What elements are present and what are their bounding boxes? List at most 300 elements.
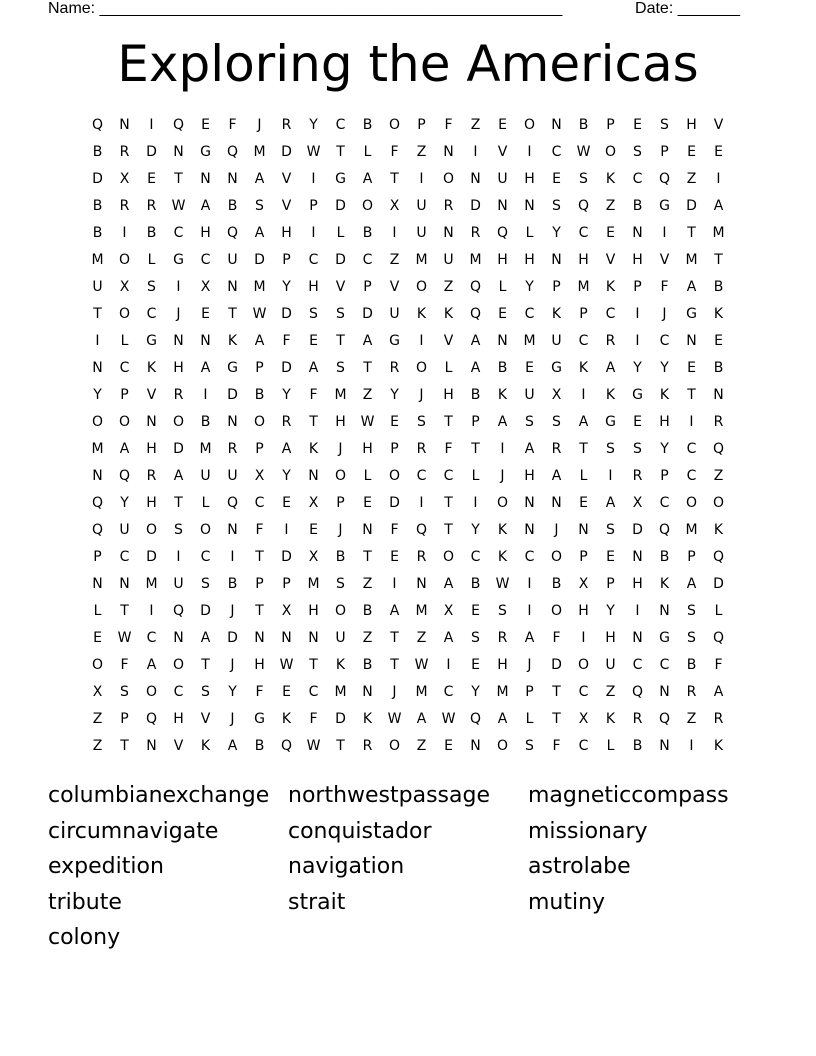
grid-cell: D: [227, 630, 238, 646]
grid-cell: K: [713, 306, 724, 322]
grid-cell: K: [659, 387, 670, 403]
grid-cell: I: [500, 441, 505, 457]
grid-cell: J: [257, 117, 262, 133]
grid-cell: S: [687, 630, 696, 646]
grid-cell: X: [578, 711, 589, 727]
grid-cell: Y: [390, 387, 399, 403]
grid-cell: W: [495, 576, 510, 592]
grid-cell: L: [147, 252, 156, 268]
word-list-item: strait: [288, 889, 346, 915]
grid-cell: C: [146, 306, 157, 322]
grid-cell: I: [95, 333, 100, 349]
grid-cell: H: [173, 711, 184, 727]
grid-cell: N: [362, 522, 373, 538]
grid-cell: H: [578, 603, 589, 619]
grid-cell: A: [713, 684, 724, 700]
grid-cell: D: [362, 306, 373, 322]
grid-cell: K: [281, 711, 292, 727]
grid-cell: M: [91, 252, 104, 268]
grid-cell: P: [579, 549, 588, 565]
grid-cell: J: [338, 522, 343, 538]
grid-cell: B: [92, 225, 103, 241]
grid-cell: N: [686, 333, 697, 349]
grid-cell: B: [362, 657, 373, 673]
grid-cell: A: [470, 333, 481, 349]
grid-row: [84, 544, 732, 571]
grid-cell: G: [605, 414, 616, 430]
grid-cell: I: [473, 495, 478, 511]
grid-cell: I: [419, 495, 424, 511]
grid-row: [84, 436, 732, 463]
grid-cell: C: [308, 684, 319, 700]
grid-cell: Q: [91, 522, 104, 538]
grid-cell: G: [632, 387, 643, 403]
grid-cell: H: [173, 360, 184, 376]
grid-cell: I: [392, 576, 397, 592]
grid-cell: Q: [577, 198, 590, 214]
grid-cell: N: [173, 333, 184, 349]
grid-cell: O: [91, 657, 104, 673]
grid-cell: V: [713, 117, 724, 133]
grid-cell: D: [335, 252, 346, 268]
grid-cell: U: [416, 225, 427, 241]
grid-cell: C: [632, 657, 643, 673]
grid-cell: B: [713, 360, 724, 376]
grid-cell: I: [176, 279, 181, 295]
grid-cell: V: [173, 738, 184, 754]
grid-cell: O: [334, 468, 347, 484]
grid-cell: N: [92, 576, 103, 592]
grid-cell: H: [632, 576, 643, 592]
word-list-column: [528, 778, 768, 920]
grid-cell: L: [714, 603, 723, 619]
word-list-item: conquistador: [288, 818, 432, 844]
grid-cell: U: [443, 252, 454, 268]
grid-cell: M: [469, 252, 482, 268]
date-field: Date: _______: [635, 0, 740, 17]
grid-cell: Q: [469, 711, 482, 727]
grid-cell: E: [633, 117, 642, 133]
grid-cell: Y: [228, 684, 237, 700]
grid-cell: F: [552, 630, 561, 646]
grid-cell: D: [551, 657, 562, 673]
grid-cell: G: [659, 630, 670, 646]
grid-cell: E: [606, 225, 615, 241]
grid-cell: A: [605, 360, 616, 376]
grid-row: [84, 247, 732, 274]
grid-cell: I: [608, 468, 613, 484]
grid-cell: E: [390, 414, 399, 430]
grid-row: [84, 517, 732, 544]
grid-cell: L: [363, 468, 372, 484]
grid-cell: Q: [172, 603, 185, 619]
grid-cell: W: [441, 711, 456, 727]
grid-cell: K: [308, 441, 319, 457]
grid-cell: G: [335, 171, 346, 187]
grid-cell: A: [443, 576, 454, 592]
grid-cell: N: [551, 117, 562, 133]
grid-cell: J: [230, 657, 235, 673]
grid-cell: O: [361, 198, 374, 214]
grid-cell: K: [497, 387, 508, 403]
grid-cell: R: [443, 198, 454, 214]
grid-cell: K: [416, 306, 427, 322]
grid-cell: M: [145, 576, 158, 592]
grid-cell: R: [497, 630, 508, 646]
grid-cell: U: [200, 468, 211, 484]
grid-cell: D: [713, 576, 724, 592]
grid-cell: F: [444, 441, 453, 457]
grid-cell: C: [470, 549, 481, 565]
grid-cell: O: [550, 549, 563, 565]
grid-row: [84, 679, 732, 706]
grid-row: [84, 220, 732, 247]
grid-cell: I: [635, 603, 640, 619]
grid-cell: P: [417, 117, 426, 133]
grid-cell: H: [443, 387, 454, 403]
grid-cell: F: [309, 387, 318, 403]
grid-row: [84, 571, 732, 598]
grid-cell: H: [578, 252, 589, 268]
grid-cell: E: [498, 306, 507, 322]
grid-cell: R: [686, 684, 697, 700]
grid-cell: U: [227, 468, 238, 484]
grid-cell: N: [254, 630, 265, 646]
grid-cell: A: [254, 171, 265, 187]
grid-cell: H: [605, 630, 616, 646]
grid-row: [84, 706, 732, 733]
grid-row: [84, 355, 732, 382]
grid-cell: I: [635, 333, 640, 349]
grid-cell: N: [281, 630, 292, 646]
name-field: Name: ____________________________________________________: [48, 0, 563, 17]
grid-cell: B: [632, 198, 643, 214]
grid-cell: Q: [226, 144, 239, 160]
grid-cell: I: [527, 576, 532, 592]
word-list-item: missionary: [528, 818, 648, 844]
grid-cell: C: [200, 252, 211, 268]
grid-cell: H: [659, 414, 670, 430]
grid-cell: S: [336, 306, 345, 322]
grid-cell: E: [201, 306, 210, 322]
grid-cell: P: [309, 198, 318, 214]
grid-cell: T: [471, 441, 480, 457]
grid-cell: N: [443, 144, 454, 160]
word-list-column: [48, 778, 288, 956]
grid-cell: M: [712, 225, 725, 241]
grid-cell: W: [387, 711, 402, 727]
grid-cell: N: [551, 495, 562, 511]
grid-cell: Y: [525, 279, 534, 295]
grid-cell: G: [227, 360, 238, 376]
grid-cell: C: [254, 495, 265, 511]
grid-cell: U: [551, 333, 562, 349]
grid-row: [84, 463, 732, 490]
grid-cell: A: [605, 495, 616, 511]
grid-cell: Y: [282, 387, 291, 403]
grid-cell: A: [281, 441, 292, 457]
grid-cell: Q: [712, 549, 725, 565]
grid-cell: D: [632, 522, 643, 538]
grid-cell: K: [551, 306, 562, 322]
grid-cell: D: [146, 549, 157, 565]
grid-cell: E: [606, 549, 615, 565]
grid-cell: N: [632, 630, 643, 646]
grid-cell: D: [389, 495, 400, 511]
grid-cell: A: [200, 198, 211, 214]
grid-cell: S: [525, 738, 534, 754]
word-list-item: columbianexchange: [48, 783, 270, 808]
grid-cell: V: [200, 711, 211, 727]
word-list-column: [288, 778, 528, 920]
grid-cell: B: [92, 198, 103, 214]
grid-cell: F: [255, 684, 264, 700]
grid-cell: P: [255, 441, 264, 457]
grid-cell: K: [605, 171, 616, 187]
grid-cell: F: [228, 117, 237, 133]
grid-cell: Y: [606, 603, 615, 619]
grid-cell: R: [713, 711, 724, 727]
grid-cell: F: [120, 657, 129, 673]
grid-cell: N: [308, 630, 319, 646]
grid-cell: E: [282, 684, 291, 700]
grid-cell: T: [444, 522, 453, 538]
grid-cell: K: [146, 360, 157, 376]
grid-cell: X: [551, 387, 562, 403]
grid-cell: R: [119, 198, 130, 214]
grid-cell: K: [713, 522, 724, 538]
grid-cell: S: [498, 603, 507, 619]
grid-cell: W: [252, 306, 267, 322]
grid-cell: A: [524, 441, 535, 457]
grid-cell: G: [173, 252, 184, 268]
grid-cell: S: [633, 144, 642, 160]
grid-cell: O: [172, 414, 185, 430]
grid-cell: W: [279, 657, 294, 673]
grid-cell: M: [253, 144, 266, 160]
grid-cell: R: [146, 468, 157, 484]
grid-cell: Z: [470, 117, 481, 133]
grid-cell: E: [147, 171, 156, 187]
grid-cell: S: [147, 279, 156, 295]
grid-cell: I: [176, 549, 181, 565]
grid-cell: O: [118, 306, 131, 322]
grid-cell: E: [552, 171, 561, 187]
grid-cell: I: [419, 333, 424, 349]
grid-cell: Y: [282, 468, 291, 484]
grid-cell: K: [200, 738, 211, 754]
grid-cell: X: [308, 549, 319, 565]
grid-cell: A: [443, 630, 454, 646]
grid-cell: W: [306, 738, 321, 754]
grid-cell: C: [686, 468, 697, 484]
grid-cell: E: [471, 603, 480, 619]
grid-cell: I: [203, 387, 208, 403]
grid-cell: L: [93, 603, 102, 619]
grid-cell: P: [579, 306, 588, 322]
grid-cell: O: [415, 279, 428, 295]
grid-cell: T: [201, 657, 210, 673]
grid-cell: T: [390, 630, 399, 646]
grid-cell: L: [471, 468, 480, 484]
grid-cell: K: [362, 711, 373, 727]
page-title: Exploring the Americas: [117, 35, 699, 93]
grid-cell: T: [552, 711, 561, 727]
word-list-item: magneticcompass: [528, 783, 729, 808]
grid-row: [84, 166, 732, 193]
grid-cell: N: [578, 522, 589, 538]
grid-cell: M: [199, 441, 212, 457]
grid-cell: D: [335, 198, 346, 214]
grid-cell: E: [471, 657, 480, 673]
grid-cell: I: [446, 657, 451, 673]
word-list-item: northwestpassage: [288, 783, 490, 808]
grid-cell: O: [145, 522, 158, 538]
grid-cell: J: [392, 684, 397, 700]
grid-cell: C: [308, 252, 319, 268]
grid-cell: N: [416, 576, 427, 592]
grid-cell: B: [470, 576, 481, 592]
grid-cell: U: [497, 171, 508, 187]
grid-cell: D: [686, 198, 697, 214]
grid-cell: N: [632, 225, 643, 241]
grid-cell: M: [685, 252, 698, 268]
grid-cell: E: [93, 630, 102, 646]
grid-cell: F: [390, 522, 399, 538]
grid-cell: O: [442, 171, 455, 187]
grid-cell: D: [92, 171, 103, 187]
grid-cell: G: [659, 198, 670, 214]
grid-cell: B: [146, 225, 157, 241]
grid-cell: P: [282, 576, 291, 592]
grid-cell: L: [498, 279, 507, 295]
grid-cell: Q: [415, 522, 428, 538]
grid-cell: U: [389, 306, 400, 322]
grid-cell: N: [200, 333, 211, 349]
grid-cell: S: [120, 684, 129, 700]
grid-row: [84, 652, 732, 679]
grid-cell: Q: [469, 306, 482, 322]
grid-cell: R: [281, 414, 292, 430]
grid-cell: T: [120, 603, 129, 619]
grid-cell: A: [686, 576, 697, 592]
word-list-item: mutiny: [528, 889, 606, 915]
grid-cell: V: [659, 252, 670, 268]
grid-cell: O: [442, 549, 455, 565]
grid-cell: E: [363, 495, 372, 511]
word-list-item: expedition: [48, 854, 164, 879]
grid-cell: J: [419, 387, 424, 403]
grid-cell: N: [659, 603, 670, 619]
grid-cell: E: [201, 117, 210, 133]
grid-cell: U: [605, 657, 616, 673]
grid-cell: S: [687, 603, 696, 619]
grid-row: [84, 733, 732, 760]
grid-cell: C: [119, 360, 130, 376]
grid-cell: I: [635, 306, 640, 322]
grid-cell: Q: [496, 225, 509, 241]
grid-cell: F: [714, 657, 723, 673]
grid-cell: L: [201, 495, 210, 511]
grid-cell: G: [146, 333, 157, 349]
grid-cell: M: [253, 279, 266, 295]
grid-cell: R: [119, 144, 130, 160]
grid-cell: A: [497, 711, 508, 727]
grid-row: [84, 112, 732, 139]
grid-row: [84, 490, 732, 517]
grid-cell: I: [230, 549, 235, 565]
grid-cell: A: [362, 333, 373, 349]
grid-cell: P: [633, 279, 642, 295]
grid-cell: P: [606, 117, 615, 133]
grid-cell: R: [173, 387, 184, 403]
grid-cell: Q: [712, 630, 725, 646]
grid-cell: I: [689, 738, 694, 754]
grid-cell: K: [605, 387, 616, 403]
grid-cell: C: [173, 684, 184, 700]
letter-grid: [84, 112, 732, 760]
grid-cell: N: [227, 279, 238, 295]
grid-cell: O: [253, 414, 266, 430]
grid-cell: V: [335, 279, 346, 295]
grid-cell: C: [686, 441, 697, 457]
grid-cell: N: [497, 198, 508, 214]
grid-cell: D: [281, 360, 292, 376]
grid-cell: J: [230, 711, 235, 727]
grid-cell: A: [416, 711, 427, 727]
grid-cell: Q: [226, 495, 239, 511]
grid-cell: Z: [443, 279, 454, 295]
grid-cell: D: [173, 441, 184, 457]
grid-cell: I: [419, 171, 424, 187]
grid-cell: A: [146, 657, 157, 673]
grid-cell: T: [93, 306, 102, 322]
grid-cell: E: [525, 360, 534, 376]
grid-cell: W: [414, 657, 429, 673]
grid-cell: O: [496, 738, 509, 754]
grid-cell: X: [281, 603, 292, 619]
grid-cell: N: [173, 630, 184, 646]
grid-cell: J: [338, 441, 343, 457]
grid-cell: L: [525, 225, 534, 241]
grid-cell: U: [173, 576, 184, 592]
grid-cell: N: [470, 738, 481, 754]
grid-cell: D: [281, 549, 292, 565]
grid-cell: G: [254, 711, 265, 727]
grid-cell: O: [496, 495, 509, 511]
grid-cell: S: [201, 576, 210, 592]
grid-cell: M: [334, 387, 347, 403]
grid-cell: T: [579, 441, 588, 457]
grid-cell: V: [605, 252, 616, 268]
grid-cell: H: [524, 468, 535, 484]
grid-cell: N: [146, 414, 157, 430]
grid-cell: N: [362, 684, 373, 700]
grid-cell: R: [281, 117, 292, 133]
grid-cell: O: [334, 603, 347, 619]
grid-cell: T: [309, 657, 318, 673]
grid-cell: C: [632, 171, 643, 187]
grid-cell: B: [362, 117, 373, 133]
grid-cell: G: [389, 333, 400, 349]
grid-cell: J: [500, 468, 505, 484]
grid-cell: C: [200, 549, 211, 565]
grid-cell: K: [497, 549, 508, 565]
grid-cell: E: [282, 495, 291, 511]
grid-cell: A: [551, 468, 562, 484]
grid-cell: Q: [658, 711, 671, 727]
grid-cell: T: [552, 684, 561, 700]
